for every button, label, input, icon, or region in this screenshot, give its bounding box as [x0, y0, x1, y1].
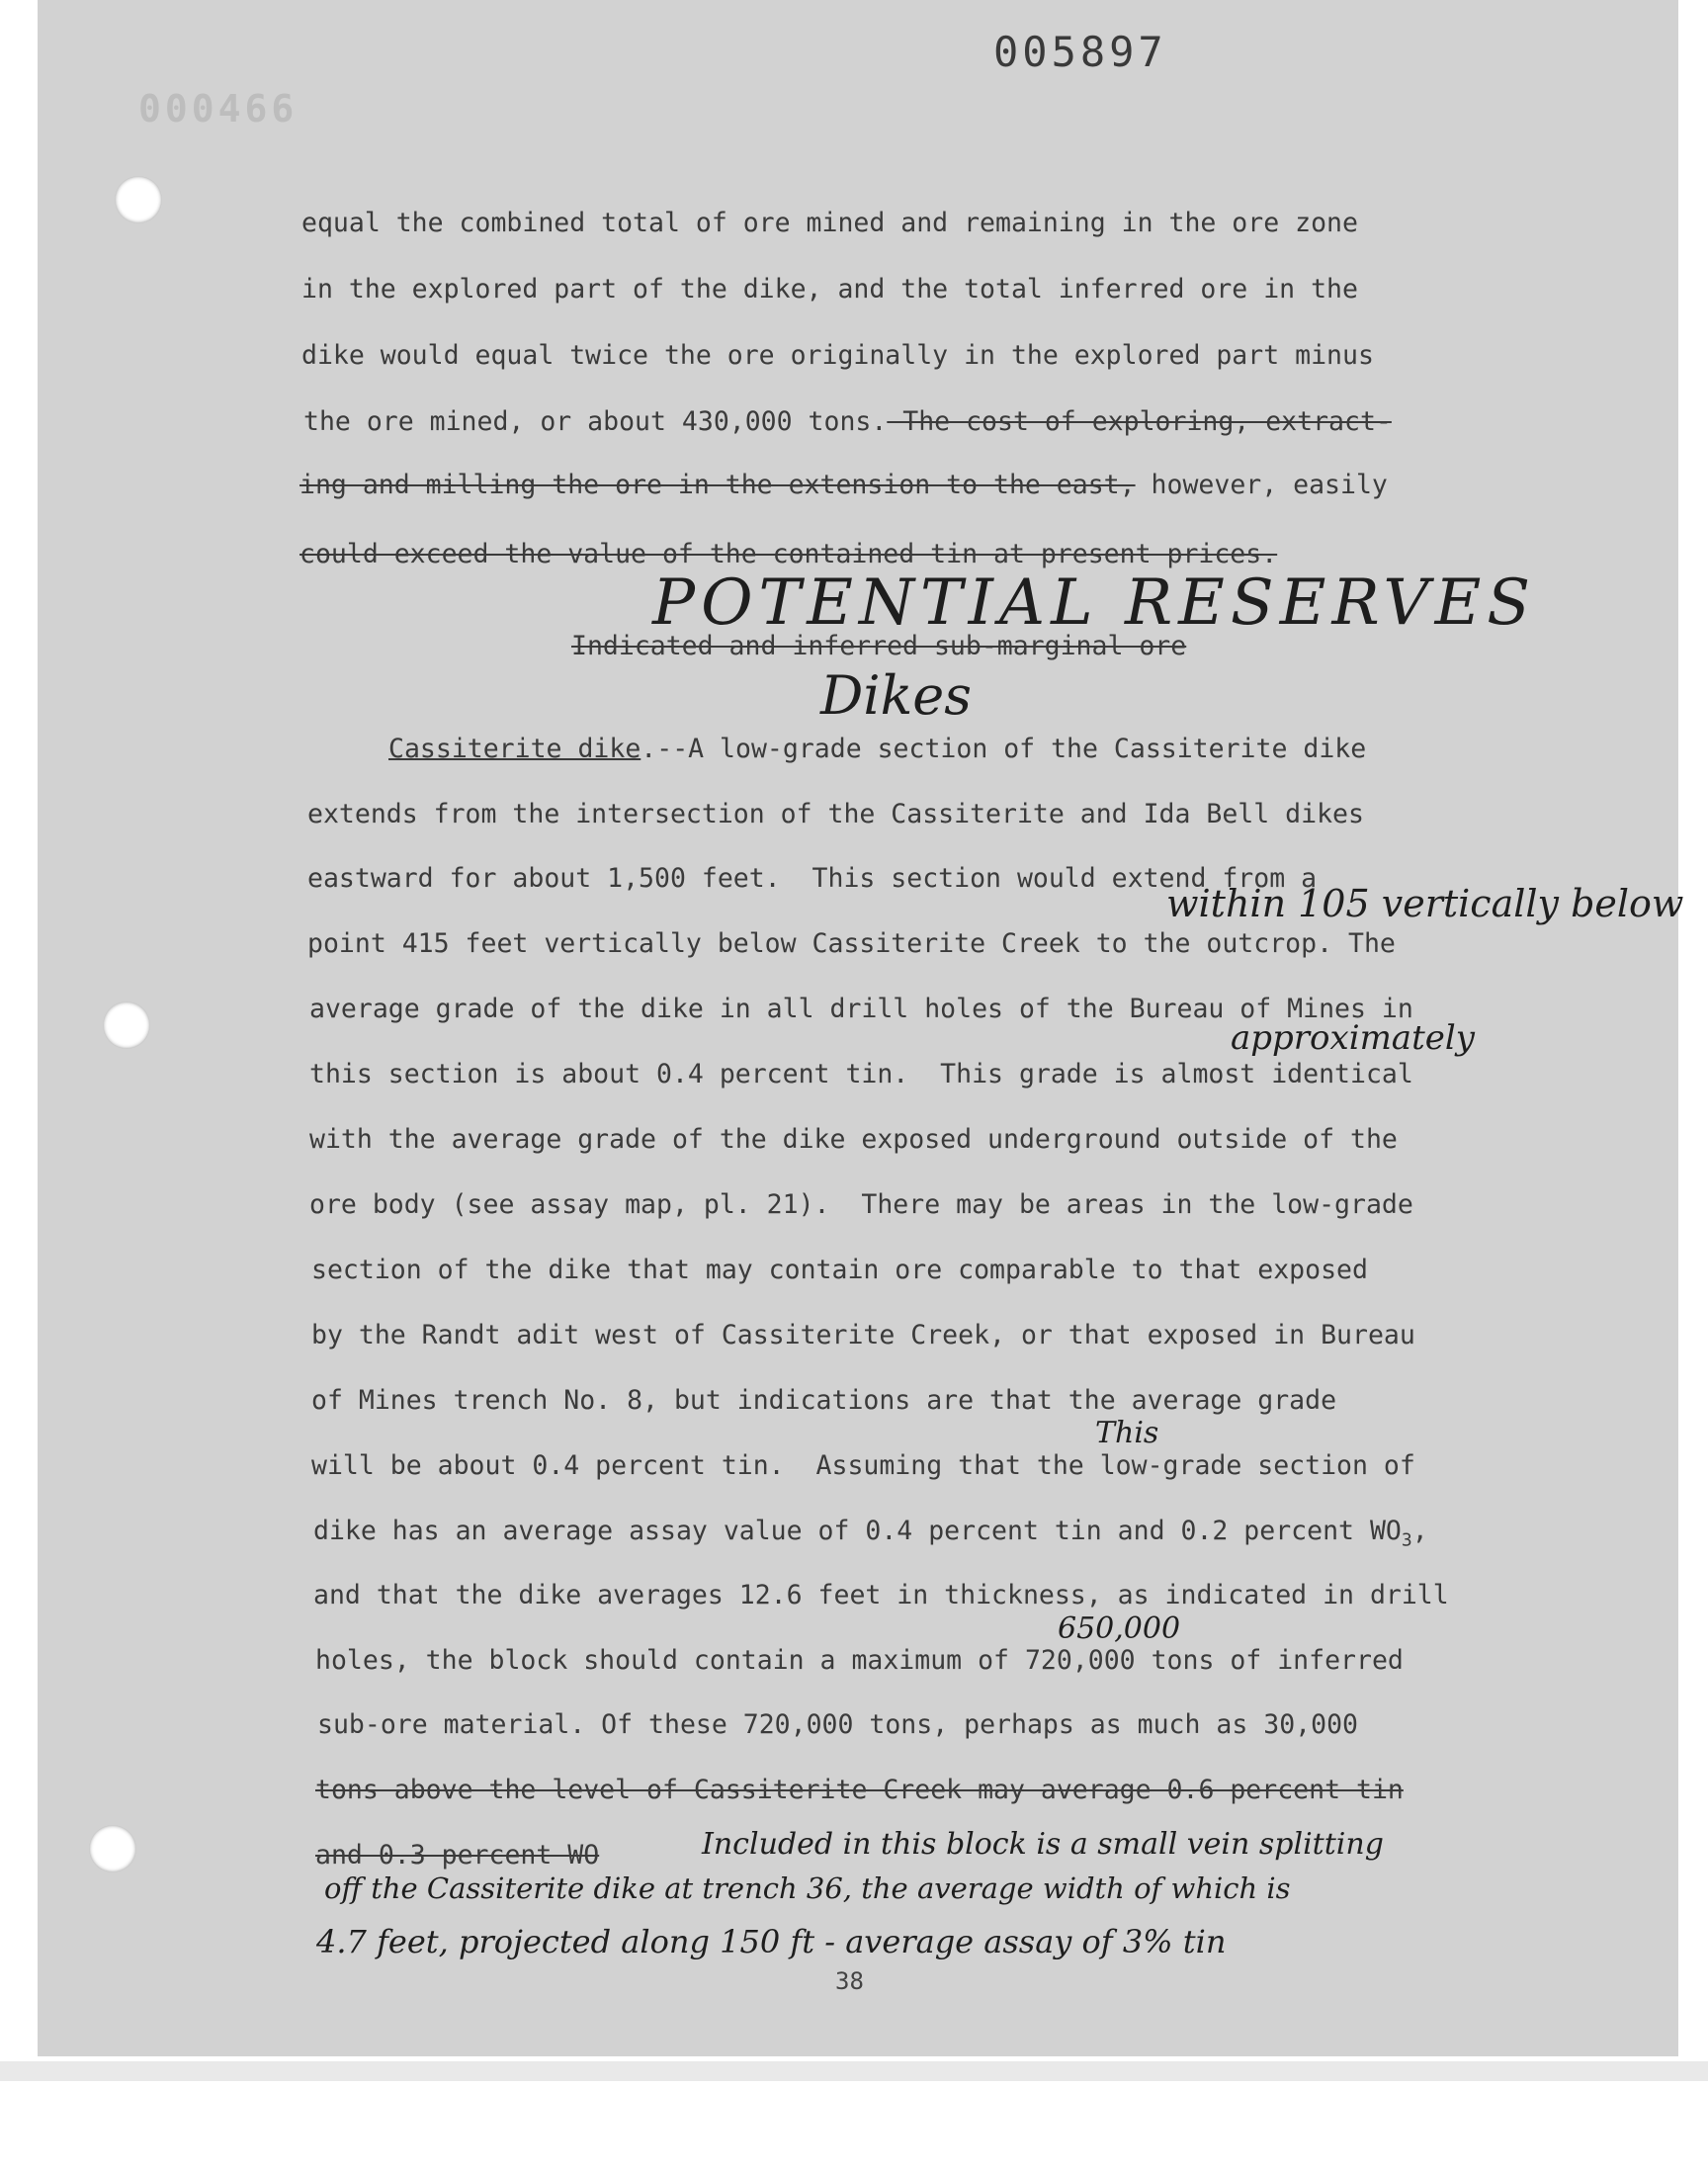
page-number: 38: [835, 1967, 864, 1995]
body-line: by the Randt adit west of Cassiterite Creek, or that exposed in Bureau: [311, 1320, 1415, 1350]
body-line: dike would equal twice the ore originally in the explored part minus: [301, 340, 1374, 371]
body-line: dike has an average assay value of 0.4 percent tin and 0.2 percent $WO_3$,: [313, 1516, 1428, 1551]
body-line: ing and milling the ore in the extension to the east, however, easily: [299, 470, 1388, 500]
handwritten-subheading: Dikes: [820, 664, 972, 727]
body-line: holes, the block should contain a maximum of 720,000 tons of inferred: [315, 1645, 1404, 1676]
body-line: ore body (see assay map, pl. 21). There may be areas in the low-grade: [309, 1189, 1413, 1220]
body-line: point 415 feet vertically below Cassiterite Creek to the outcrop. The: [307, 928, 1396, 959]
body-line: average grade of the dike in all drill holes of the Bureau of Mines in: [309, 994, 1413, 1024]
handwritten-note-within: within 105 vertically below: [1166, 882, 1684, 925]
body-line: equal the combined total of ore mined and remaining in the ore zone: [301, 208, 1358, 238]
handwritten-closing-2: off the Cassiterite dike at trench 36, the average width of which is: [324, 1871, 1291, 1905]
punch-hole-top: [115, 176, 162, 223]
handwritten-closing-1: Included in this block is a small vein splitting: [702, 1827, 1384, 1862]
struck-heading: Indicated and inferred sub-marginal ore: [571, 631, 1187, 661]
document-number: 005897: [993, 28, 1167, 76]
body-line: sub-ore material. Of these 720,000 tons, perhaps as much as 30,000: [317, 1709, 1358, 1740]
body-line: of Mines trench No. 8, but indications are that the average grade: [311, 1385, 1337, 1416]
body-line: section of the dike that may contain ore comparable to that exposed: [311, 1255, 1368, 1285]
section-lead: Cassiterite dike: [388, 734, 641, 764]
body-line: with the average grade of the dike exposed underground outside of the: [309, 1124, 1398, 1155]
scanner-edge: [0, 2061, 1708, 2081]
body-line-struck: and 0.3 percent WO: [315, 1840, 600, 1870]
punch-hole-middle: [103, 1001, 150, 1049]
faint-stamp: 000466: [138, 87, 299, 130]
body-line: extends from the intersection of the Cassiterite and Ida Bell dikes: [307, 799, 1364, 829]
punch-hole-bottom: [89, 1825, 136, 1872]
handwritten-heading: POTENTIAL RESERVES: [652, 566, 1537, 640]
handwritten-note-tonnage: 650,000: [1058, 1611, 1181, 1646]
body-line: this section is about 0.4 percent tin. This grade is almost identical: [309, 1059, 1413, 1089]
body-line: and that the dike averages 12.6 feet in thickness, as indicated in drill: [313, 1580, 1449, 1610]
handwritten-note-approximately: approximately: [1231, 1018, 1475, 1058]
handwritten-note-this: This: [1095, 1416, 1159, 1450]
body-line: could exceed the value of the contained tin at present prices.: [299, 539, 1278, 569]
body-line-struck: tons above the level of Cassiterite Creek may average 0.6 percent tin: [315, 1775, 1404, 1805]
body-line: the ore mined, or about 430,000 tons. The cost of exploring, extract-: [303, 406, 1392, 437]
body-line: in the explored part of the dike, and the total inferred ore in the: [301, 274, 1358, 304]
body-line: will be about 0.4 percent tin. Assuming that the low-grade section of: [311, 1450, 1415, 1481]
body-line: eastward for about 1,500 feet. This section would extend from a: [307, 863, 1318, 894]
handwritten-closing-3: 4.7 feet, projected along 150 ft - average assay of 3% tin: [316, 1923, 1227, 1960]
body-line: Cassiterite dike.--A low-grade section of the Cassiterite dike: [388, 734, 1367, 764]
